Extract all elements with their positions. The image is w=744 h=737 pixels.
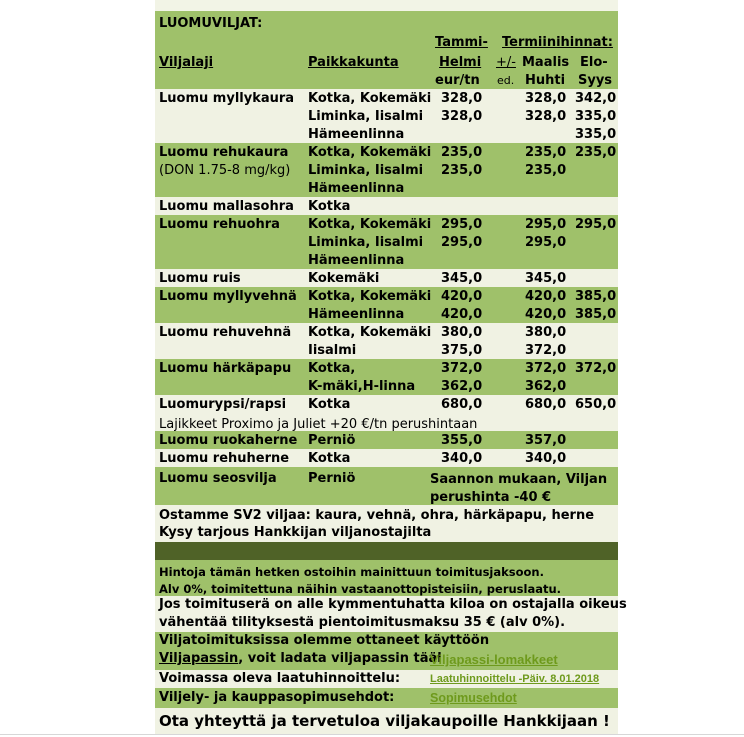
header-ed: ed. xyxy=(497,74,515,87)
place-name: Hämeenlinna xyxy=(308,253,405,268)
header-elo: Elo- xyxy=(580,55,608,70)
place-name: Kokemäki xyxy=(308,271,380,286)
price-tammi-helmi: 362,0 xyxy=(441,379,483,394)
place-name: K-mäki,H-linna xyxy=(308,379,416,394)
price-elo-syys: 235,0 xyxy=(575,145,617,160)
footer-line-7: Voimassa oleva laatuhinnoittelu: xyxy=(159,671,401,686)
price-maalis-huhti: 345,0 xyxy=(525,271,567,286)
price-tammi-helmi: 328,0 xyxy=(441,109,483,124)
price-maalis-huhti: 295,0 xyxy=(525,235,567,250)
price-elo-syys: 295,0 xyxy=(575,217,617,232)
price-tammi-helmi: 380,0 xyxy=(441,325,483,340)
price-tammi-helmi: 680,0 xyxy=(441,397,483,412)
price-maalis-huhti: 235,0 xyxy=(525,145,567,160)
price-elo-syys: 335,0 xyxy=(575,127,617,142)
place-name: Perniö xyxy=(308,471,356,486)
sopimusehdot-link[interactable]: Sopimusehdot xyxy=(430,691,517,705)
footer-line-1: Hintoja tämän hetken ostoihin mainittuun toimitusjaksoon. xyxy=(159,565,544,579)
price-elo-syys: 342,0 xyxy=(575,91,617,106)
header-termiini: Termiinihinnat: xyxy=(502,35,613,50)
price-elo-syys: 372,0 xyxy=(575,361,617,376)
page-title: LUOMUVILJAT: xyxy=(159,16,263,31)
place-name: Kotka xyxy=(308,397,351,412)
header-paikkakunta: Paikkakunta xyxy=(308,55,399,70)
crop-name: Luomu rehuohra xyxy=(159,217,280,232)
price-tammi-helmi: 235,0 xyxy=(441,163,483,178)
price-maalis-huhti: 362,0 xyxy=(525,379,567,394)
place-name: Liminka, Iisalmi xyxy=(308,163,424,178)
header-eur-tn: eur/tn xyxy=(435,73,480,88)
header-syys: Syys xyxy=(578,73,613,88)
crop-name: Luomu härkäpapu xyxy=(159,361,292,376)
price-maalis-huhti: 372,0 xyxy=(525,361,567,376)
crop-name: Luomu ruokaherne xyxy=(159,433,298,448)
price-elo-syys: 335,0 xyxy=(575,109,617,124)
place-name: Kotka, Kokemäki xyxy=(308,217,432,232)
footer-line-6 xyxy=(159,650,442,668)
price-maalis-huhti: 380,0 xyxy=(525,325,567,340)
crop-name: Luomu ruis xyxy=(159,271,241,286)
place-name: Perniö xyxy=(308,433,356,448)
price-maalis-huhti: 372,0 xyxy=(525,343,567,358)
price-maalis-huhti: 357,0 xyxy=(525,433,567,448)
place-name: Kotka xyxy=(308,199,351,214)
place-name: Kotka xyxy=(308,451,351,466)
header-plus-minus: +/- xyxy=(496,55,516,70)
header-maalis: Maalis xyxy=(522,55,570,70)
place-name: Kotka, Kokemäki xyxy=(308,145,432,160)
place-name: Kotka, Kokemäki xyxy=(308,91,432,106)
footer-line-3: Jos toimituserä on alle kymmentuhatta kiloa on ostajalla oikeus xyxy=(159,597,627,612)
price-elo-syys: 385,0 xyxy=(575,289,617,304)
crop-name: Luomu rehukaura xyxy=(159,145,289,160)
price-tammi-helmi: 235,0 xyxy=(441,145,483,160)
viljapassi-word: Viljapassin xyxy=(159,651,239,666)
place-name: Kotka, xyxy=(308,361,356,376)
footer-line-8: Viljely- ja kauppasopimusehdot: xyxy=(159,690,395,705)
place-name: Liminka, Iisalmi xyxy=(308,109,424,124)
divider-band xyxy=(155,542,618,560)
price-tammi-helmi: 328,0 xyxy=(441,91,483,106)
price-tammi-helmi: 420,0 xyxy=(441,289,483,304)
sv2-line-1: Ostamme SV2 viljaa: kaura, vehnä, ohra, härkäpapu, herne xyxy=(159,508,595,523)
place-name: Iisalmi xyxy=(308,343,357,358)
price-elo-syys: 385,0 xyxy=(575,307,617,322)
crop-name: Luomurypsi/rapsi xyxy=(159,397,287,412)
crop-name: Luomu rehuherne xyxy=(159,451,290,466)
price-maalis-huhti: 340,0 xyxy=(525,451,567,466)
price-elo-syys: 650,0 xyxy=(575,397,617,412)
place-name: Hämeenlinna xyxy=(308,307,405,322)
crop-name: (DON 1.75-8 mg/kg) xyxy=(159,163,291,178)
price-tammi-helmi: 355,0 xyxy=(441,433,483,448)
price-maalis-huhti: 680,0 xyxy=(525,397,567,412)
seosvilja-note-1: Saannon mukaan, Viljan xyxy=(430,472,608,487)
place-name: Hämeenlinna xyxy=(308,127,405,142)
place-name: Hämeenlinna xyxy=(308,181,405,196)
seosvilja-note-2: perushinta -40 € xyxy=(430,490,552,505)
crop-name: Luomu mallasohra xyxy=(159,199,294,214)
header-viljalaji: Viljalaji xyxy=(159,55,214,70)
footer-welcome: Ota yhteyttä ja tervetuloa viljakaupoille Hankkijaan ! xyxy=(159,712,610,730)
footer-line-6-rest: , voit ladata viljapassin tääl xyxy=(238,651,442,666)
price-tammi-helmi: 295,0 xyxy=(441,217,483,232)
price-tammi-helmi: 372,0 xyxy=(441,361,483,376)
crop-name: Luomu seosvilja xyxy=(159,471,277,486)
price-maalis-huhti: 235,0 xyxy=(525,163,567,178)
variety-note: Lajikkeet Proximo ja Juliet +20 €/tn perushintaan xyxy=(159,417,478,432)
header-helmi: Helmi xyxy=(439,55,482,70)
price-tammi-helmi: 375,0 xyxy=(441,343,483,358)
bottom-rule xyxy=(0,734,744,735)
crop-name: Luomu myllyvehnä xyxy=(159,289,297,304)
sv2-line-2: Kysy tarjous Hankkijan viljanostajilta xyxy=(159,525,432,540)
footer-line-2: Alv 0%, toimitettuna näihin vastaanottopisteisiin, peruslaatu. xyxy=(159,582,562,596)
price-tammi-helmi: 345,0 xyxy=(441,271,483,286)
place-name: Kotka, Kokemäki xyxy=(308,289,432,304)
price-maalis-huhti: 420,0 xyxy=(525,289,567,304)
price-maalis-huhti: 295,0 xyxy=(525,217,567,232)
place-name: Kotka, Kokemäki xyxy=(308,325,432,340)
price-table xyxy=(155,0,627,734)
place-name: Liminka, Iisalmi xyxy=(308,235,424,250)
footer-line-4: vähentää tilityksestä pientoimitusmaksu 35 € (alv 0%). xyxy=(159,615,566,630)
price-tammi-helmi: 420,0 xyxy=(441,307,483,322)
price-maalis-huhti: 420,0 xyxy=(525,307,567,322)
header-tammi: Tammi- xyxy=(435,35,488,50)
crop-name: Luomu rehuvehnä xyxy=(159,325,292,340)
price-maalis-huhti: 328,0 xyxy=(525,91,567,106)
laatuhinnoittelu-link[interactable]: Laatuhinnoittelu -Päiv. 8.01.2018 xyxy=(430,673,600,685)
footer-line-5: Viljatoimituksissa olemme ottaneet käyttöön xyxy=(159,633,490,648)
price-tammi-helmi: 295,0 xyxy=(441,235,483,250)
crop-name: Luomu myllykaura xyxy=(159,91,295,106)
price-maalis-huhti: 328,0 xyxy=(525,109,567,124)
price-tammi-helmi: 340,0 xyxy=(441,451,483,466)
viljapassi-link[interactable]: Viljapassi-lomakkeet xyxy=(430,652,558,667)
header-huhti: Huhti xyxy=(525,73,566,88)
